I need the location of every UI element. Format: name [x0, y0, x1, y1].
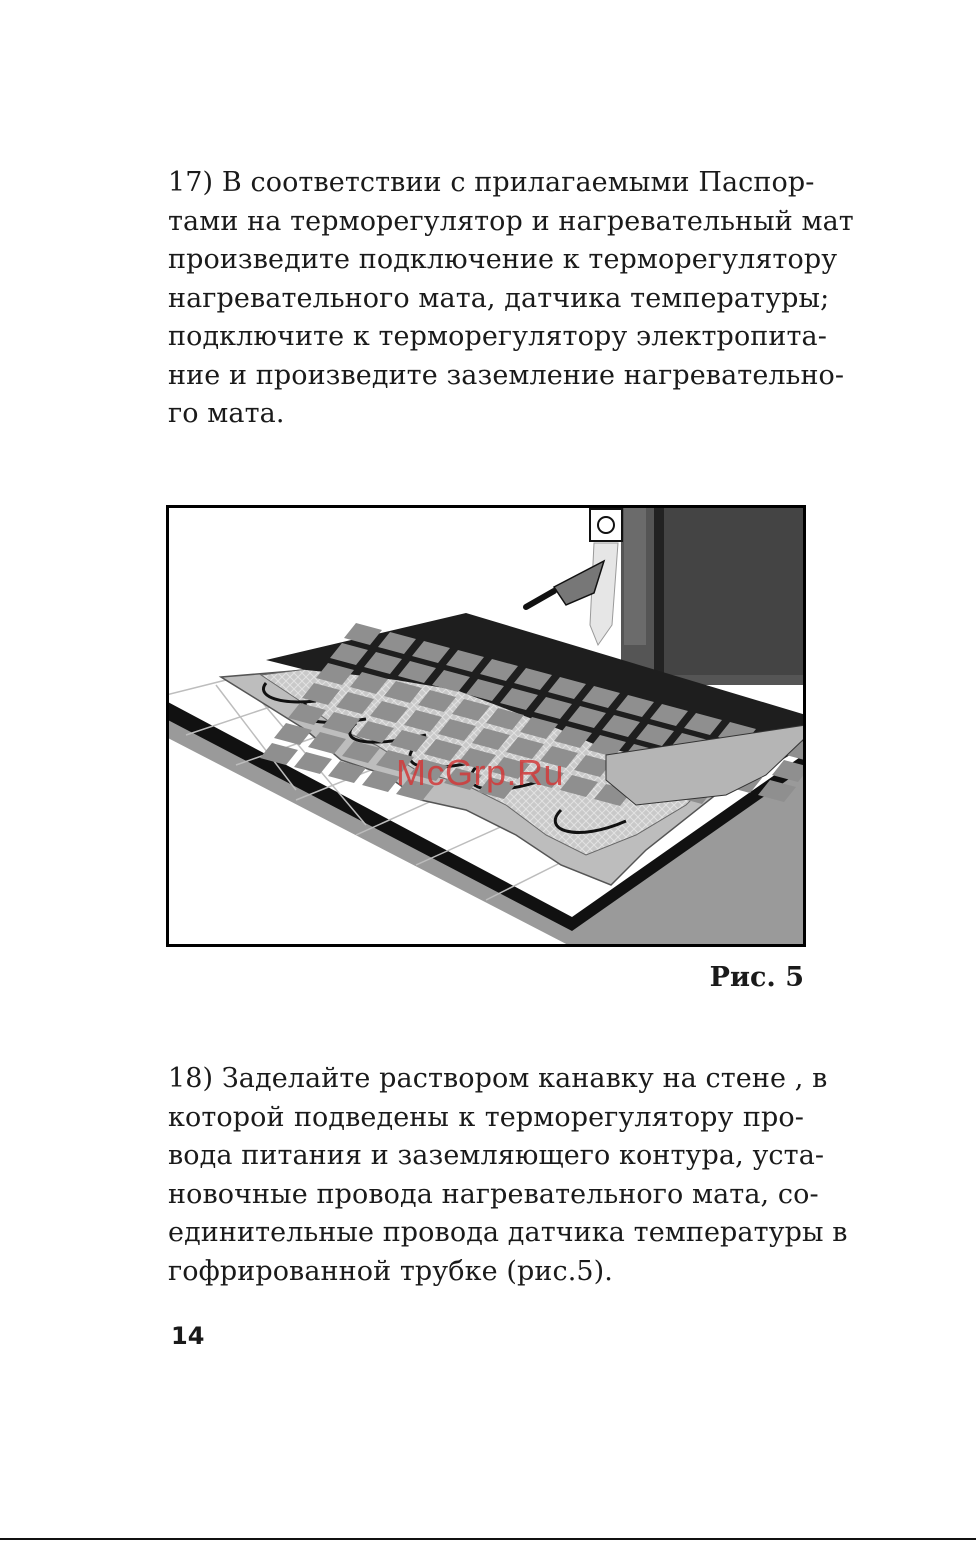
text-line: го мата.: [168, 398, 285, 429]
text-line: нагревательного мата, датчика температуры;: [168, 282, 830, 314]
text-line: 18) Заделайте раствором канавку на стене , в: [168, 1063, 828, 1094]
figure-caption: Рис. 5: [709, 962, 804, 993]
text-line: гофрированной трубке (рис.5).: [168, 1255, 613, 1287]
divider: [0, 1538, 976, 1540]
text-line: подключите к терморегулятору электропита-: [168, 321, 827, 352]
watermark: McGrp.Ru: [396, 752, 565, 793]
text-line: произведите подключение к терморегулятору: [168, 244, 838, 275]
wall: [621, 505, 806, 685]
text-line: тами на терморегулятор и нагревательный мат: [168, 205, 854, 237]
paragraph-17: [168, 164, 854, 434]
text-line: вода питания и заземляющего контура, уста-: [168, 1140, 825, 1171]
text-line: которой подведены к терморегулятору про-: [168, 1101, 804, 1133]
text-line: 17) В соответствии с прилагаемыми Паспор-: [168, 167, 815, 198]
text-line: единительные провода датчика температуры в: [168, 1217, 848, 1248]
text-line: новочные провода нагревательного мата, со-: [168, 1178, 819, 1210]
text-line: ние и произведите заземление нагревательно-: [168, 359, 845, 391]
page-number: 14: [171, 1322, 205, 1350]
paragraph-18: [168, 1060, 848, 1291]
figure-heating-mat-illustration: [166, 505, 806, 947]
